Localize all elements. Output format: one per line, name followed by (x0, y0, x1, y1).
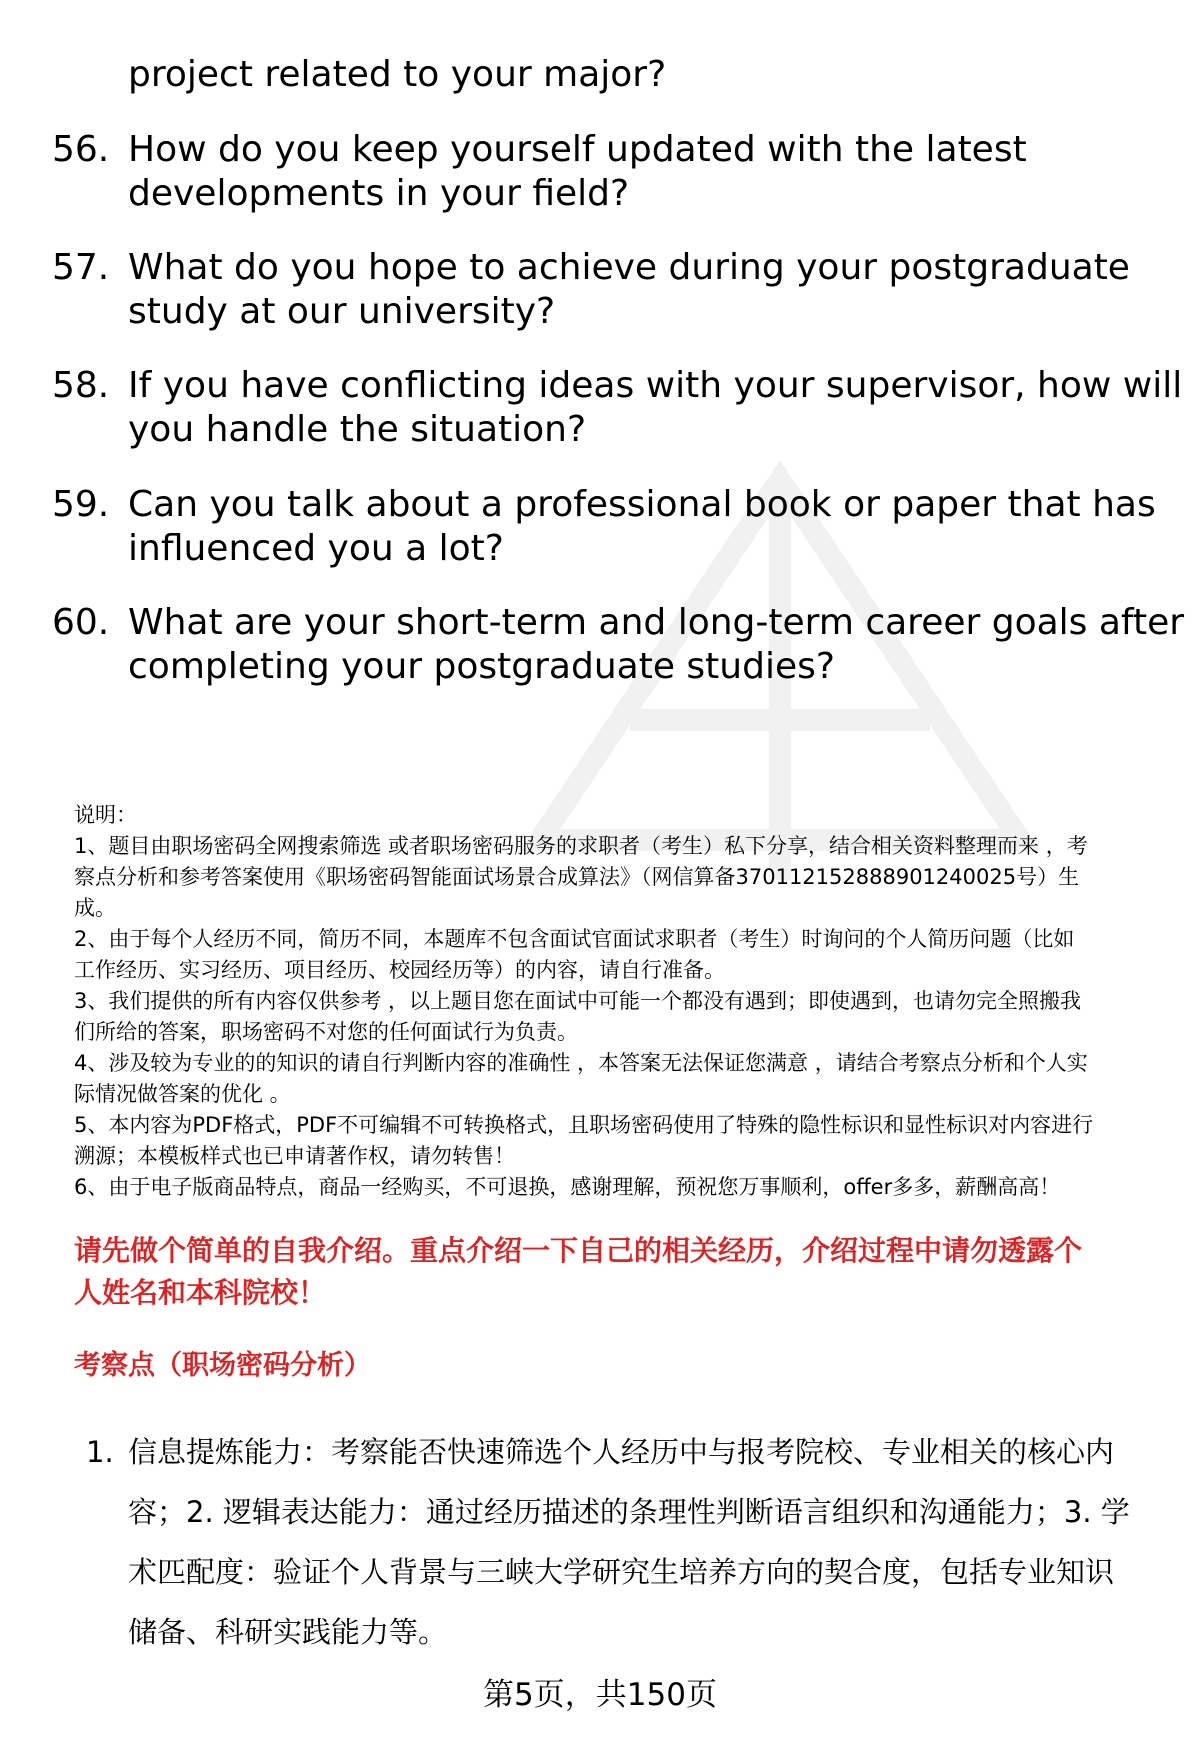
notes-line: 们所给的答案，职场密码不对您的任何面试行为负责。 (74, 1020, 578, 1044)
notes-line: 际情况做答案的优化 。 (74, 1082, 291, 1106)
analysis-line-4: 储备、科研实践能力等。 (128, 1615, 448, 1649)
interview-question-line-2: 人姓名和本科院校！ (74, 1276, 327, 1309)
question-58-line-1: If you have conflicting ideas with your supervisor, how will (128, 365, 1183, 406)
notes-line: 察点分析和参考答案使用《职场密码智能面试场景合成算法》（网信算备370112152888901240025号）生 (74, 865, 1080, 889)
question-56-line-1: How do you keep yourself updated with the latest (128, 129, 1027, 170)
notes-line: 4、涉及较为专业的的知识的请自行判断内容的准确性 ，本答案无法保证您满意 ，请结合考察点分析和个人实 (74, 1051, 1088, 1075)
question-57-line-2: study at our university? (128, 291, 556, 332)
question-57-line-1: What do you hope to achieve during your postgraduate (128, 247, 1130, 288)
notes-line: 1、题目由职场密码全网搜索筛选 或者职场密码服务的求职者（考生）私下分享，结合相关资料整理而来 ，考 (74, 834, 1088, 858)
analysis-heading: 考察点（职场密码分析） (74, 1350, 371, 1381)
question-58-number: 58. (52, 365, 110, 406)
notes-line: 成。 (74, 896, 116, 920)
question-60-number: 60. (52, 602, 110, 643)
interview-question-heading (74, 1230, 1164, 1314)
question-59-number: 59. (52, 484, 110, 525)
question-57-number: 57. (52, 247, 110, 288)
analysis-item-number: 1. (86, 1435, 114, 1469)
notes-line: 6、由于电子版商品特点，商品一经购买，不可退换，感谢理解，预祝您万事顺利，offer多多，薪酬高高！ (74, 1175, 1061, 1199)
question-56-line-2: developments in your field? (128, 173, 630, 214)
notes-section (74, 800, 1164, 1203)
question-60-line-2: completing your postgraduate studies? (128, 646, 835, 687)
interview-question-line-1: 请先做个简单的自我介绍。重点介绍一下自己的相关经历，介绍过程中请勿透露个 (74, 1234, 1083, 1267)
question-59-line-2: influenced you a lot? (128, 528, 504, 569)
analysis-line-2: 容；2. 逻辑表达能力：通过经历描述的条理性判断语言组织和沟通能力；3. 学 (128, 1495, 1130, 1529)
notes-line: 3、我们提供的所有内容仅供参考 ，以上题目您在面试中可能一个都没有遇到；即使遇到，也请勿完全照搬我 (74, 989, 1082, 1013)
notes-title: 说明： (74, 803, 137, 827)
analysis-line-3: 术匹配度：验证个人背景与三峡大学研究生培养方向的契合度，包括专业知识 (128, 1555, 1115, 1589)
analysis-line-1: 信息提炼能力：考察能否快速筛选个人经历中与报考院校、专业相关的核心内 (128, 1435, 1115, 1469)
question-59-line-1: Can you talk about a professional book or paper that has (128, 484, 1156, 525)
notes-line: 工作经历、实习经历、项目经历、校园经历等）的内容，请自行准备。 (74, 958, 725, 982)
notes-line: 2、由于每个人经历不同，简历不同，本题库不包含面试官面试求职者（考生）时询问的个人简历问题（比如 (74, 927, 1075, 951)
question-58-line-2: you handle the situation? (128, 409, 587, 450)
notes-line: 5、本内容为PDF格式，PDF不可编辑不可转换格式，且职场密码使用了特殊的隐性标识和显性标识对内容进行 (74, 1113, 1094, 1137)
question-55-line-1: project related to your major? (128, 54, 667, 95)
notes-line: 溯源；本模板样式也已申请著作权，请勿转售！ (74, 1144, 515, 1168)
question-56-number: 56. (52, 129, 110, 170)
analysis-body (128, 1422, 1168, 1662)
page-footer: 第5页，共150页 (483, 1677, 717, 1713)
question-60-line-1: What are your short-term and long-term career goals after (128, 602, 1185, 643)
